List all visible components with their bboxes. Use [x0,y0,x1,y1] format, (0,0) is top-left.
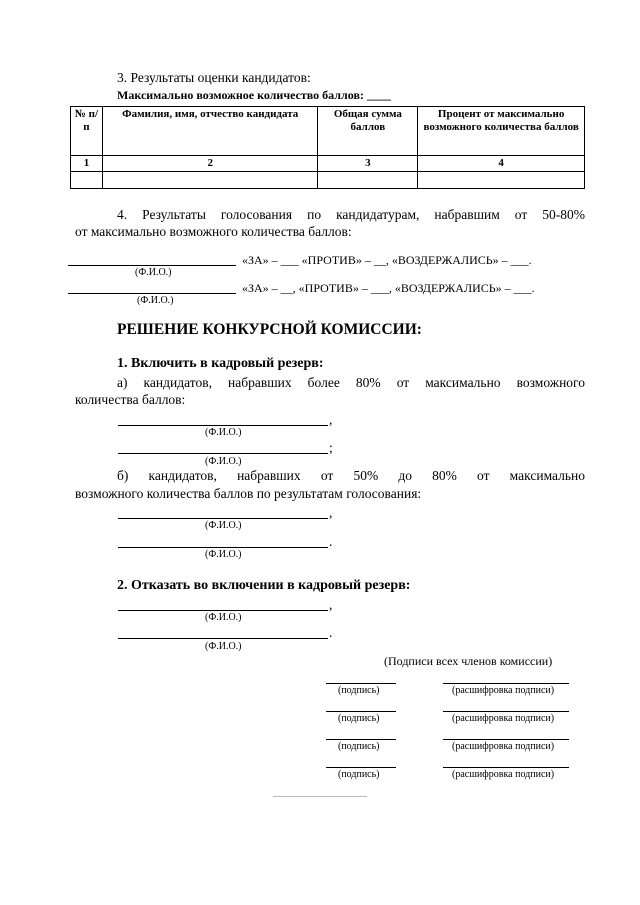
vote1-name-line[interactable] [68,265,236,266]
fio-caption: (Ф.И.О.) [205,549,242,560]
header-fio: Фамилия, имя, отчество кандидата [102,107,318,156]
period: . [329,625,333,640]
signature-label: (подпись) [338,685,380,696]
table-cell[interactable] [318,172,418,189]
decode-label: (расшифровка подписи) [452,741,555,752]
table-cell[interactable] [102,172,318,189]
semicolon: ; [329,440,333,455]
item1a-name-line[interactable] [118,453,328,454]
decode-label: (расшифровка подписи) [452,713,555,724]
signature-label: (подпись) [338,769,380,780]
table-row [71,172,585,189]
item1b-line2: возможного количества баллов по результатам голосования: [75,486,422,501]
decode-label: (расшифровка подписи) [452,769,555,780]
comma: , [329,597,333,612]
decode-line[interactable] [443,711,569,712]
fio-caption: (Ф.И.О.) [205,612,242,623]
item1b-name-line[interactable] [118,518,328,519]
fio-caption: (Ф.И.О.) [137,295,174,306]
item1a-name-line[interactable] [118,425,328,426]
item2-name-line[interactable] [118,610,328,611]
table-cell[interactable] [418,172,585,189]
vote1-results: «ЗА» – ___ «ПРОТИВ» – __, «ВОЗДЕРЖАЛИСЬ» – ___. [242,253,532,267]
section3-title: 3. Результаты оценки кандидатов: [117,70,311,85]
section4-line1: 4. Результаты голосования по кандидатурам, набравшим от 50-80% [117,207,585,222]
footer-divider [273,796,367,797]
table-header-row [71,107,585,156]
signature-line[interactable] [326,711,396,712]
header-total: Общая сумма баллов [318,107,418,156]
period: . [329,534,333,549]
decode-line[interactable] [443,739,569,740]
index-cell: 4 [418,156,585,172]
signature-line[interactable] [326,767,396,768]
decode-label: (расшифровка подписи) [452,685,555,696]
fio-caption: (Ф.И.О.) [205,456,242,467]
index-cell: 3 [318,156,418,172]
index-cell: 1 [71,156,103,172]
scores-table [70,106,585,189]
signature-label: (подпись) [338,713,380,724]
item1a-line1: а) кандидатов, набравших более 80% от максимально возможного [117,375,585,390]
table-cell[interactable] [71,172,103,189]
vote2-name-line[interactable] [68,293,236,294]
max-score-label: Максимально возможное количество баллов: ____ [117,88,391,102]
comma: , [329,505,333,520]
index-cell: 2 [102,156,318,172]
decode-line[interactable] [443,683,569,684]
comma: , [329,412,333,427]
vote2-results: «ЗА» – __, «ПРОТИВ» – ___, «ВОЗДЕРЖАЛИСЬ» – ___. [242,281,535,295]
item1b-line1: б) кандидатов, набравших от 50% до 80% от максимально [117,468,585,483]
signature-label: (подпись) [338,741,380,752]
section4-line2: от максимально возможного количества баллов: [75,224,352,239]
header-percent: Процент от максимально возможного количества баллов [418,107,585,156]
item1a-line2: количества баллов: [75,392,186,407]
decode-line[interactable] [443,767,569,768]
item2-name-line[interactable] [118,638,328,639]
fio-caption: (Ф.И.О.) [205,520,242,531]
fio-caption: (Ф.И.О.) [205,641,242,652]
item2-title: 2. Отказать во включении в кадровый резерв: [117,578,411,593]
signature-line[interactable] [326,739,396,740]
item1b-name-line[interactable] [118,547,328,548]
signatures-caption: (Подписи всех членов комиссии) [384,654,553,668]
decision-heading: РЕШЕНИЕ КОНКУРСНОЙ КОМИССИИ: [117,321,422,338]
fio-caption: (Ф.И.О.) [135,267,172,278]
signature-line[interactable] [326,683,396,684]
header-number: № п/п [71,107,103,156]
table-index-row [71,156,585,172]
item1-title: 1. Включить в кадровый резерв: [117,356,324,371]
fio-caption: (Ф.И.О.) [205,427,242,438]
